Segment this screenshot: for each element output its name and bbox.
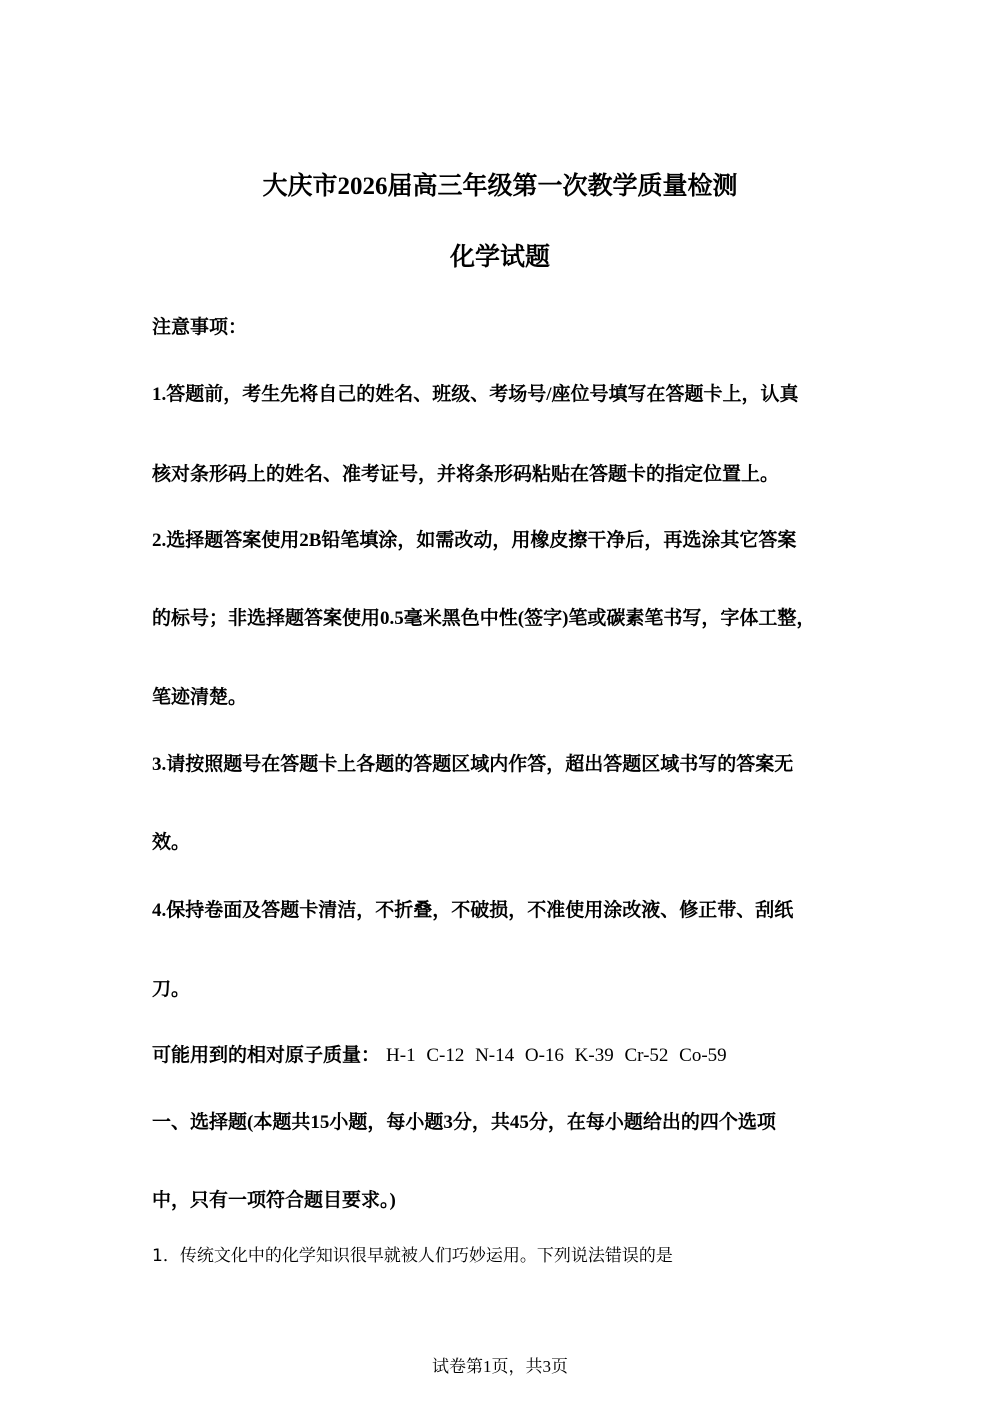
exam-title: 大庆市2026届高三年级第一次教学质量检测 — [262, 173, 738, 200]
atomic-masses-values: H-1 C-12 N-14 O-16 K-39 Cr-52 Co-59 — [386, 1045, 727, 1066]
notice-item-3-line-2: 效。 — [152, 832, 191, 853]
section-one-heading-line-2: 中，只有一项符合题目要求。) — [152, 1190, 396, 1211]
notice-item-2-line-3: 笔迹清楚。 — [152, 687, 248, 708]
notice-item-1-line-1: 1.答题前，考生先将自己的姓名、班级、考场号/座位号填写在答题卡上，认真 — [152, 384, 799, 405]
notice-item-4-line-1: 4.保持卷面及答题卡清洁，不折叠，不破损，不准使用涂改液、修正带、刮纸 — [152, 900, 794, 921]
notice-item-3-line-1: 3.请按照题号在答题卡上各题的答题区域内作答，超出答题区域书写的答案无 — [152, 754, 794, 775]
notice-item-1-line-2: 核对条形码上的姓名、准考证号，并将条形码粘贴在答题卡的指定位置上。 — [152, 464, 780, 485]
atomic-masses — [152, 1043, 727, 1069]
page-footer: 试卷第1页，共3页 — [432, 1357, 568, 1376]
subject-title: 化学试题 — [449, 244, 550, 271]
section-one-heading-line-1: 一、选择题(本题共15小题，每小题3分，共45分，在每小题给出的四个选项 — [152, 1112, 776, 1133]
notice-item-2-line-1: 2.选择题答案使用2B铅笔填涂，如需改动，用橡皮擦干净后，再选涂其它答案 — [152, 530, 797, 551]
notice-item-2-line-2: 的标号；非选择题答案使用0.5毫米黑色中性(签字)笔或碳素笔书写，字体工整， — [152, 608, 816, 629]
notice-item-4-line-2: 刀。 — [152, 979, 191, 1000]
atomic-masses-label: 可能用到的相对原子质量： — [152, 1045, 381, 1066]
question-1-stem: 1．传统文化中的化学知识很早就被人们巧妙运用。下列说法错误的是 — [152, 1246, 673, 1266]
notice-heading: 注意事项： — [152, 317, 248, 338]
